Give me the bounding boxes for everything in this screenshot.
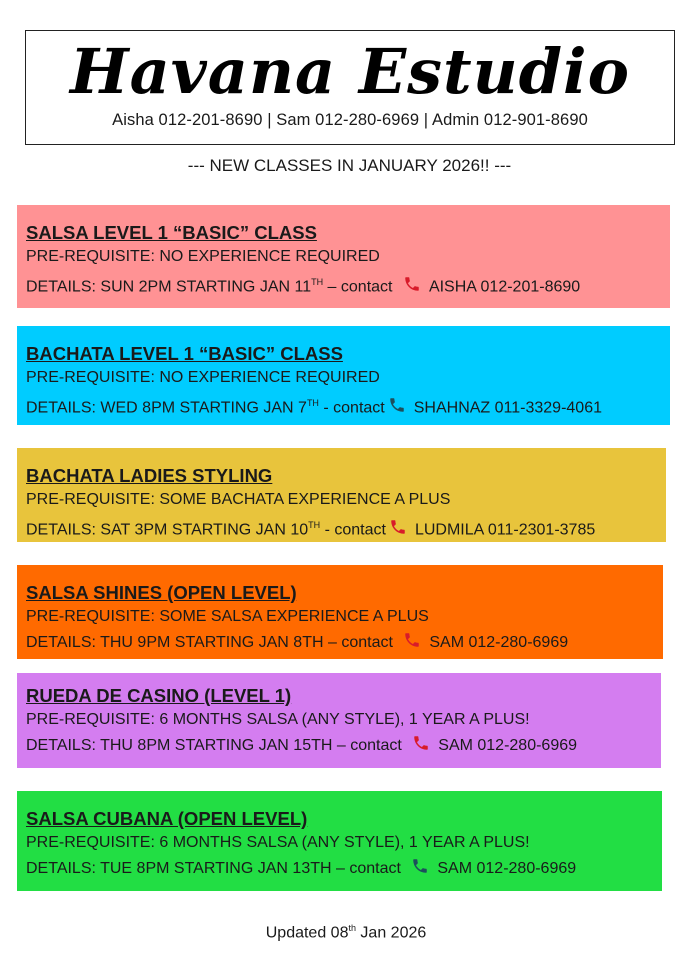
details-contact-word: – contact [323, 278, 393, 296]
class-prereq: PRE-REQUISITE: SOME BACHATA EXPERIENCE A PLUS [26, 491, 451, 508]
class-details [26, 269, 670, 302]
footer-sup: th [348, 923, 356, 933]
class-title: SALSA SHINES (OPEN LEVEL) [26, 582, 297, 603]
details-text: DETAILS: THU 9PM STARTING JAN 8TH [26, 634, 324, 651]
class-card-salsa-cubana [17, 791, 662, 891]
details-text: DETAILS: SUN 2PM STARTING JAN 11 [26, 278, 312, 296]
studio-logo: Havana Estudio [70, 35, 630, 108]
class-prereq: PRE-REQUISITE: SOME SALSA EXPERIENCE A PLUS [26, 608, 429, 625]
details-contact-word: – contact [323, 634, 393, 651]
details-sup: TH [308, 520, 321, 530]
details-contact-word: - contact [320, 521, 386, 539]
class-details [26, 390, 670, 423]
class-card-salsa-level-1 [17, 205, 670, 308]
class-details [26, 732, 661, 761]
phone-icon [403, 275, 421, 302]
updated-footer [0, 923, 692, 942]
class-card-bachata-level-1 [17, 326, 670, 425]
class-title: SALSA LEVEL 1 “BASIC” CLASS [26, 222, 317, 243]
class-prereq: PRE-REQUISITE: NO EXPERIENCE REQUIRED [26, 369, 380, 386]
class-title: BACHATA LEVEL 1 “BASIC” CLASS [26, 343, 343, 364]
details-contact-word: – contact [331, 860, 401, 877]
class-card-rueda-de-casino [17, 673, 661, 768]
footer-text: Updated 08 [265, 924, 349, 942]
contact-person: SAM 012-280-6969 [429, 634, 569, 651]
class-prereq: PRE-REQUISITE: 6 MONTHS SALSA (ANY STYLE), 1 YEAR A PLUS! [26, 834, 530, 851]
details-text: DETAILS: WED 8PM STARTING JAN 7 [26, 399, 307, 417]
contact-person: SAM 012-280-6969 [437, 860, 577, 877]
phone-icon [403, 631, 421, 658]
class-details [26, 512, 666, 545]
details-contact-word: - contact [318, 399, 385, 417]
contact-person: LUDMILA 011-2301-3785 [414, 521, 596, 539]
details-sup: TH [311, 277, 324, 287]
class-title: BACHATA LADIES STYLING [26, 465, 273, 486]
phone-icon [412, 734, 430, 761]
details-sup: TH [306, 398, 319, 408]
announcement: --- NEW CLASSES IN JANUARY 2026!! --- [187, 156, 512, 175]
class-details [26, 629, 663, 658]
contact-person: SAM 012-280-6969 [438, 737, 578, 754]
details-text: DETAILS: THU 8PM STARTING JAN 15TH [26, 737, 333, 754]
phone-icon [411, 857, 429, 884]
details-contact-word: – contact [332, 737, 402, 754]
class-title: RUEDA DE CASINO (LEVEL 1) [26, 685, 292, 706]
class-prereq: PRE-REQUISITE: 6 MONTHS SALSA (ANY STYLE), 1 YEAR A PLUS! [26, 711, 530, 728]
class-card-bachata-ladies-styling [17, 448, 666, 542]
details-text: DETAILS: SAT 3PM STARTING JAN 10 [26, 521, 309, 539]
phone-icon [388, 396, 406, 423]
footer-date: Jan 2026 [355, 924, 427, 942]
class-details [26, 855, 662, 884]
details-text: DETAILS: TUE 8PM STARTING JAN 13TH [26, 860, 332, 877]
class-title: SALSA CUBANA (OPEN LEVEL) [26, 808, 308, 829]
header-box [25, 30, 675, 145]
header-contacts: Aisha 012-201-8690 | Sam 012-280-6969 | Admin 012-901-8690 [112, 111, 588, 129]
class-card-salsa-shines [17, 565, 663, 659]
class-prereq: PRE-REQUISITE: NO EXPERIENCE REQUIRED [26, 248, 380, 265]
contact-person: SHAHNAZ 011-3329-4061 [413, 399, 602, 417]
phone-icon [389, 518, 407, 545]
contact-person: AISHA 012-201-8690 [428, 278, 581, 296]
